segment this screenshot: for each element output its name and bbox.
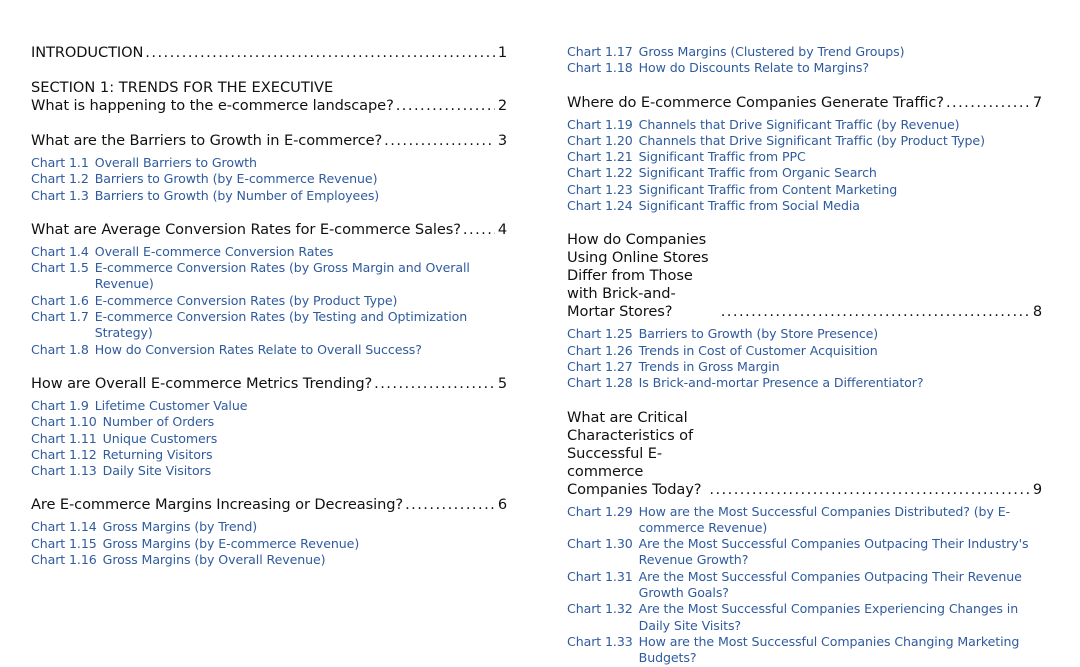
chart-entry[interactable] xyxy=(567,117,1042,133)
chart-number: Chart 1.9 xyxy=(31,397,89,413)
chart-label: Are the Most Successful Companies Outpacing Their Industry's Revenue Growth? xyxy=(638,536,1029,568)
chart-number: Chart 1.5 xyxy=(31,260,89,276)
chart-entry[interactable] xyxy=(31,398,507,414)
chart-label: Gross Margins (by Overall Revenue) xyxy=(102,552,326,568)
page-number: 5 xyxy=(497,374,507,392)
toc-entry-traffic[interactable] xyxy=(567,94,1042,112)
dot-leader xyxy=(709,481,1029,499)
page-number: 7 xyxy=(1032,93,1042,111)
chart-entry[interactable] xyxy=(567,60,1042,76)
chart-number: Chart 1.12 xyxy=(31,446,97,462)
chart-label: Trends in Cost of Customer Acquisition xyxy=(638,342,878,358)
chart-list xyxy=(31,398,507,479)
toc-entry-conversion[interactable] xyxy=(31,221,507,239)
page-number: 6 xyxy=(497,496,507,514)
page-number: 3 xyxy=(497,132,507,149)
chart-entry[interactable] xyxy=(31,447,507,463)
toc-entry-landscape[interactable] xyxy=(31,97,507,115)
toc-left-column xyxy=(31,44,507,568)
chart-number: Chart 1.33 xyxy=(567,633,633,649)
chart-number: Chart 1.11 xyxy=(31,430,97,446)
chart-entry[interactable] xyxy=(31,536,507,552)
page-number: 1 xyxy=(497,44,507,61)
chart-number: Chart 1.20 xyxy=(567,132,633,148)
chart-entry[interactable] xyxy=(567,504,1042,537)
chart-label: Gross Margins (Clustered by Trend Groups) xyxy=(638,44,905,59)
toc-entry-title: What is happening to the e-commerce landscape? xyxy=(31,97,394,114)
chart-label: Are the Most Successful Companies Outpacing Their Revenue Growth Goals? xyxy=(638,568,1022,601)
chart-entry[interactable] xyxy=(567,326,1042,342)
chart-entry[interactable] xyxy=(31,342,507,358)
dot-leader xyxy=(405,496,495,514)
chart-number: Chart 1.10 xyxy=(31,414,97,430)
chart-label: Barriers to Growth (by E-commerce Revenue) xyxy=(94,171,378,187)
page-number: 8 xyxy=(1032,303,1042,321)
chart-entry[interactable] xyxy=(567,601,1042,634)
chart-number: Chart 1.31 xyxy=(567,568,633,584)
chart-entry[interactable] xyxy=(31,188,507,204)
chart-list xyxy=(567,504,1042,667)
chart-number: Chart 1.27 xyxy=(567,358,633,374)
chart-entry[interactable] xyxy=(567,569,1042,602)
toc-entry-title: What are Critical Characteristics of Successful E-commerce Companies Today? xyxy=(567,408,702,498)
chart-number: Chart 1.17 xyxy=(567,44,633,59)
chart-entry[interactable] xyxy=(31,260,507,293)
chart-number: Chart 1.2 xyxy=(31,171,89,187)
chart-label: Overall E-commerce Conversion Rates xyxy=(94,243,334,259)
chart-number: Chart 1.22 xyxy=(567,165,633,181)
chart-number: Chart 1.19 xyxy=(567,116,633,132)
chart-label: Barriers to Growth (by Store Presence) xyxy=(638,326,879,342)
chart-label: Channels that Drive Significant Traffic (by Product Type) xyxy=(638,132,985,148)
toc-entry-title: How do Companies Using Online Stores Differ from Those with Brick-and-Mortar Stores? xyxy=(567,231,709,321)
chart-number: Chart 1.15 xyxy=(31,535,97,551)
toc-entry-stores[interactable] xyxy=(567,231,1042,321)
chart-label: Gross Margins (by E-commerce Revenue) xyxy=(102,535,360,551)
chart-entry[interactable] xyxy=(31,463,507,479)
toc-entry-title: INTRODUCTION xyxy=(31,44,144,61)
chart-entry[interactable] xyxy=(31,171,507,187)
chart-label: Number of Orders xyxy=(102,414,215,430)
chart-entry[interactable] xyxy=(31,293,507,309)
toc-entry-successful[interactable] xyxy=(567,409,1042,499)
chart-entry[interactable] xyxy=(31,431,507,447)
chart-entry[interactable] xyxy=(567,343,1042,359)
chart-entry[interactable] xyxy=(31,309,507,342)
chart-number: Chart 1.4 xyxy=(31,243,89,259)
chart-list xyxy=(567,44,1042,77)
dot-leader xyxy=(946,94,1030,112)
chart-list xyxy=(31,244,507,358)
chart-label: Gross Margins (by Trend) xyxy=(102,519,258,535)
dot-leader xyxy=(384,132,495,150)
chart-label: Significant Traffic from Content Marketing xyxy=(638,181,898,197)
toc-entry-margins[interactable] xyxy=(31,496,507,514)
chart-label: Daily Site Visitors xyxy=(102,463,212,479)
chart-number: Chart 1.18 xyxy=(567,60,633,76)
chart-label: E-commerce Conversion Rates (by Product Type) xyxy=(94,292,398,308)
toc-entry-barriers[interactable] xyxy=(31,132,507,150)
chart-entry[interactable] xyxy=(31,155,507,171)
page-number: 9 xyxy=(1032,480,1042,498)
chart-label: Significant Traffic from Social Media xyxy=(638,198,860,214)
toc-right-column xyxy=(567,44,1042,667)
chart-label: Significant Traffic from PPC xyxy=(638,149,806,165)
chart-entry[interactable] xyxy=(567,133,1042,149)
chart-label: Is Brick-and-mortar Presence a Differentiator? xyxy=(638,375,924,391)
chart-label: Overall Barriers to Growth xyxy=(94,155,257,170)
chart-number: Chart 1.32 xyxy=(567,601,633,617)
dot-leader xyxy=(721,303,1030,321)
chart-entry[interactable] xyxy=(31,552,507,568)
toc-entry-title: Are E-commerce Margins Increasing or Decreasing? xyxy=(31,496,404,514)
chart-entry[interactable] xyxy=(31,414,507,430)
page-number: 4 xyxy=(497,220,507,238)
dot-leader xyxy=(145,44,495,62)
chart-entry[interactable] xyxy=(567,182,1042,198)
toc-entry-title: How are Overall E-commerce Metrics Trending? xyxy=(31,374,373,392)
chart-entry[interactable] xyxy=(567,375,1042,391)
chart-number: Chart 1.14 xyxy=(31,519,97,535)
toc-entry-title: What are the Barriers to Growth in E-commerce? xyxy=(31,132,383,149)
chart-list xyxy=(567,117,1042,215)
chart-label: Unique Customers xyxy=(102,430,218,446)
chart-number: Chart 1.28 xyxy=(567,375,633,391)
toc-entry-metrics[interactable] xyxy=(31,375,507,393)
chart-entry[interactable] xyxy=(567,44,1042,60)
chart-number: Chart 1.16 xyxy=(31,552,97,568)
chart-number: Chart 1.24 xyxy=(567,198,633,214)
page-number: 2 xyxy=(497,97,507,114)
dot-leader xyxy=(374,375,495,393)
chart-number: Chart 1.23 xyxy=(567,181,633,197)
chart-number: Chart 1.6 xyxy=(31,292,89,308)
chart-entry[interactable] xyxy=(31,244,507,260)
chart-number: Chart 1.13 xyxy=(31,463,97,479)
chart-entry[interactable] xyxy=(567,634,1042,667)
chart-label: Channels that Drive Significant Traffic (by Revenue) xyxy=(638,116,960,132)
chart-entry[interactable] xyxy=(567,198,1042,214)
chart-number: Chart 1.8 xyxy=(31,341,89,357)
toc-entry-title: Where do E-commerce Companies Generate Traffic? xyxy=(567,93,944,111)
chart-entry[interactable] xyxy=(567,359,1042,375)
chart-number: Chart 1.3 xyxy=(31,187,89,203)
chart-number: Chart 1.25 xyxy=(567,326,633,342)
chart-entry[interactable] xyxy=(567,165,1042,181)
chart-entry[interactable] xyxy=(31,519,507,535)
chart-number: Chart 1.21 xyxy=(567,149,633,165)
chart-number: Chart 1.1 xyxy=(31,155,89,170)
chart-label: Significant Traffic from Organic Search xyxy=(638,165,877,181)
chart-number: Chart 1.29 xyxy=(567,503,633,519)
section-heading: SECTION 1: TRENDS FOR THE EXECUTIVE xyxy=(31,79,334,96)
dot-leader xyxy=(396,97,495,115)
chart-entry[interactable] xyxy=(567,536,1042,569)
chart-label: Barriers to Growth (by Number of Employees) xyxy=(94,187,380,203)
chart-entry[interactable] xyxy=(567,149,1042,165)
chart-label: Returning Visitors xyxy=(102,446,213,462)
chart-label: E-commerce Conversion Rates (by Gross Margin and Overall Revenue) xyxy=(94,260,470,292)
chart-list xyxy=(31,155,507,204)
chart-label: How are the Most Successful Companies Changing Marketing Budgets? xyxy=(638,633,1020,666)
chart-label: How are the Most Successful Companies Distributed? (by E-commerce Revenue) xyxy=(638,503,1011,535)
chart-label: Lifetime Customer Value xyxy=(94,397,248,413)
dot-leader xyxy=(463,221,495,239)
chart-label: How do Discounts Relate to Margins? xyxy=(638,60,869,76)
chart-list xyxy=(567,326,1042,391)
chart-label: How do Conversion Rates Relate to Overall Success? xyxy=(94,341,422,357)
chart-label: E-commerce Conversion Rates (by Testing and Optimization Strategy) xyxy=(94,309,468,341)
chart-number: Chart 1.30 xyxy=(567,536,633,552)
toc-entry-title: What are Average Conversion Rates for E-commerce Sales? xyxy=(31,220,461,238)
chart-number: Chart 1.7 xyxy=(31,309,89,325)
toc-entry-introduction[interactable] xyxy=(31,44,507,62)
chart-list xyxy=(31,519,507,568)
chart-number: Chart 1.26 xyxy=(567,342,633,358)
chart-label: Trends in Gross Margin xyxy=(638,358,780,374)
chart-label: Are the Most Successful Companies Experiencing Changes in Daily Site Visits? xyxy=(638,601,1019,633)
